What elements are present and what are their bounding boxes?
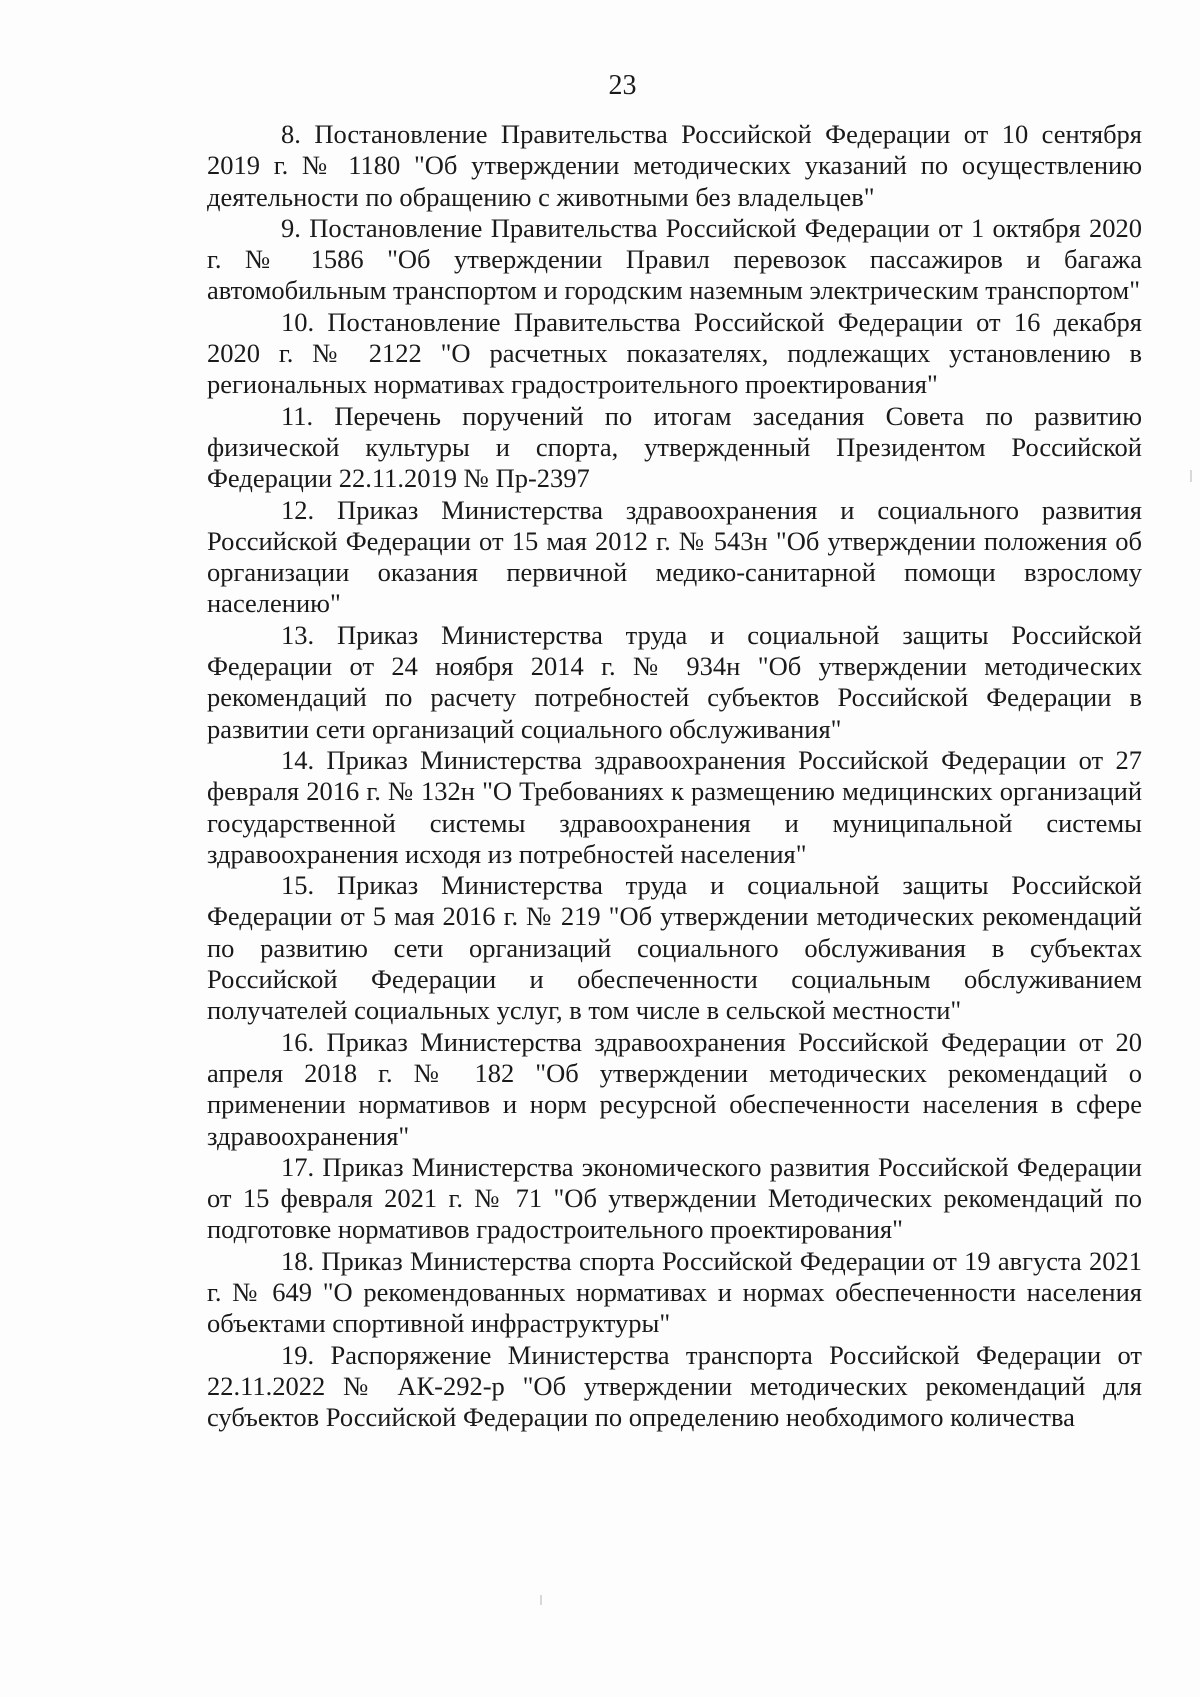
list-item: 12. Приказ Министерства здравоохранения и социального развития Российской Федерации от 15 мая 2012 г. № 543н "Об утверждении положения об организации оказания первичной медико-санитарной помощи взрослому населению" xyxy=(207,494,1142,619)
list-item: 14. Приказ Министерства здравоохранения Российской Федерации от 27 февраля 2016 г. № 132н "О Требованиях к размещению медицинских организаций государственной системы здравоохранения и муниципальной системы здравоохранения исходя из потребностей населения" xyxy=(207,744,1142,869)
list-item: 19. Распоряжение Министерства транспорта Российской Федерации от 22.11.2022 № АК-292-р "Об утверждении методических рекомендаций для субъектов Российской Федерации по определению необходимого количества xyxy=(207,1339,1142,1433)
scan-mark xyxy=(1190,470,1192,482)
list-item: 13. Приказ Министерства труда и социальной защиты Российской Федерации от 24 ноября 2014 г. № 934н "Об утверждении методических рекомендаций по расчету потребностей субъектов Российской Федерации в развитии сети организаций социального обслуживания" xyxy=(207,619,1142,744)
list-item: 10. Постановление Правительства Российской Федерации от 16 декабря 2020 г. № 2122 "О расчетных показателях, подлежащих установлению в региональных нормативах градостроительного проектирования" xyxy=(207,306,1142,400)
page-number: 23 xyxy=(608,70,637,101)
list-item: 9. Постановление Правительства Российской Федерации от 1 октября 2020 г. № 1586 "Об утверждении Правил перевозок пассажиров и багажа автомобильным транспортом и городским наземным электрическим транспортом" xyxy=(207,212,1142,306)
scan-mark xyxy=(540,1595,542,1605)
list-item: 16. Приказ Министерства здравоохранения Российской Федерации от 20 апреля 2018 г. № 182 "Об утверждении методических рекомендаций о применении нормативов и норм ресурсной обеспеченности населения в сфере здравоохранения" xyxy=(207,1026,1142,1151)
list-item: 17. Приказ Министерства экономического развития Российской Федерации от 15 февраля 2021 г. № 71 "Об утверждении Методических рекомендаций по подготовке нормативов градостроительного проектирования" xyxy=(207,1151,1142,1245)
list-item: 11. Перечень поручений по итогам заседания Совета по развитию физической культуры и спорта, утвержденный Президентом Российской Федерации 22.11.2019 № Пр-2397 xyxy=(207,400,1142,494)
list-item: 18. Приказ Министерства спорта Российской Федерации от 19 августа 2021 г. № 649 "О рекомендованных нормативах и нормах обеспеченности населения объектами спортивной инфраструктуры" xyxy=(207,1245,1142,1339)
document-body xyxy=(207,119,1142,1433)
list-item: 15. Приказ Министерства труда и социальной защиты Российской Федерации от 5 мая 2016 г. № 219 "Об утверждении методических рекомендаций по развитию сети организаций социального обслуживания в субъектах Российской Федерации и обеспеченности социальным обслуживанием получателей социальных услуг, в том числе в сельской местности" xyxy=(207,870,1142,1026)
list-item: 8. Постановление Правительства Российской Федерации от 10 сентября 2019 г. № 1180 "Об утверждении методических указаний по осуществлению деятельности по обращению с животными без владельцев" xyxy=(207,119,1142,212)
